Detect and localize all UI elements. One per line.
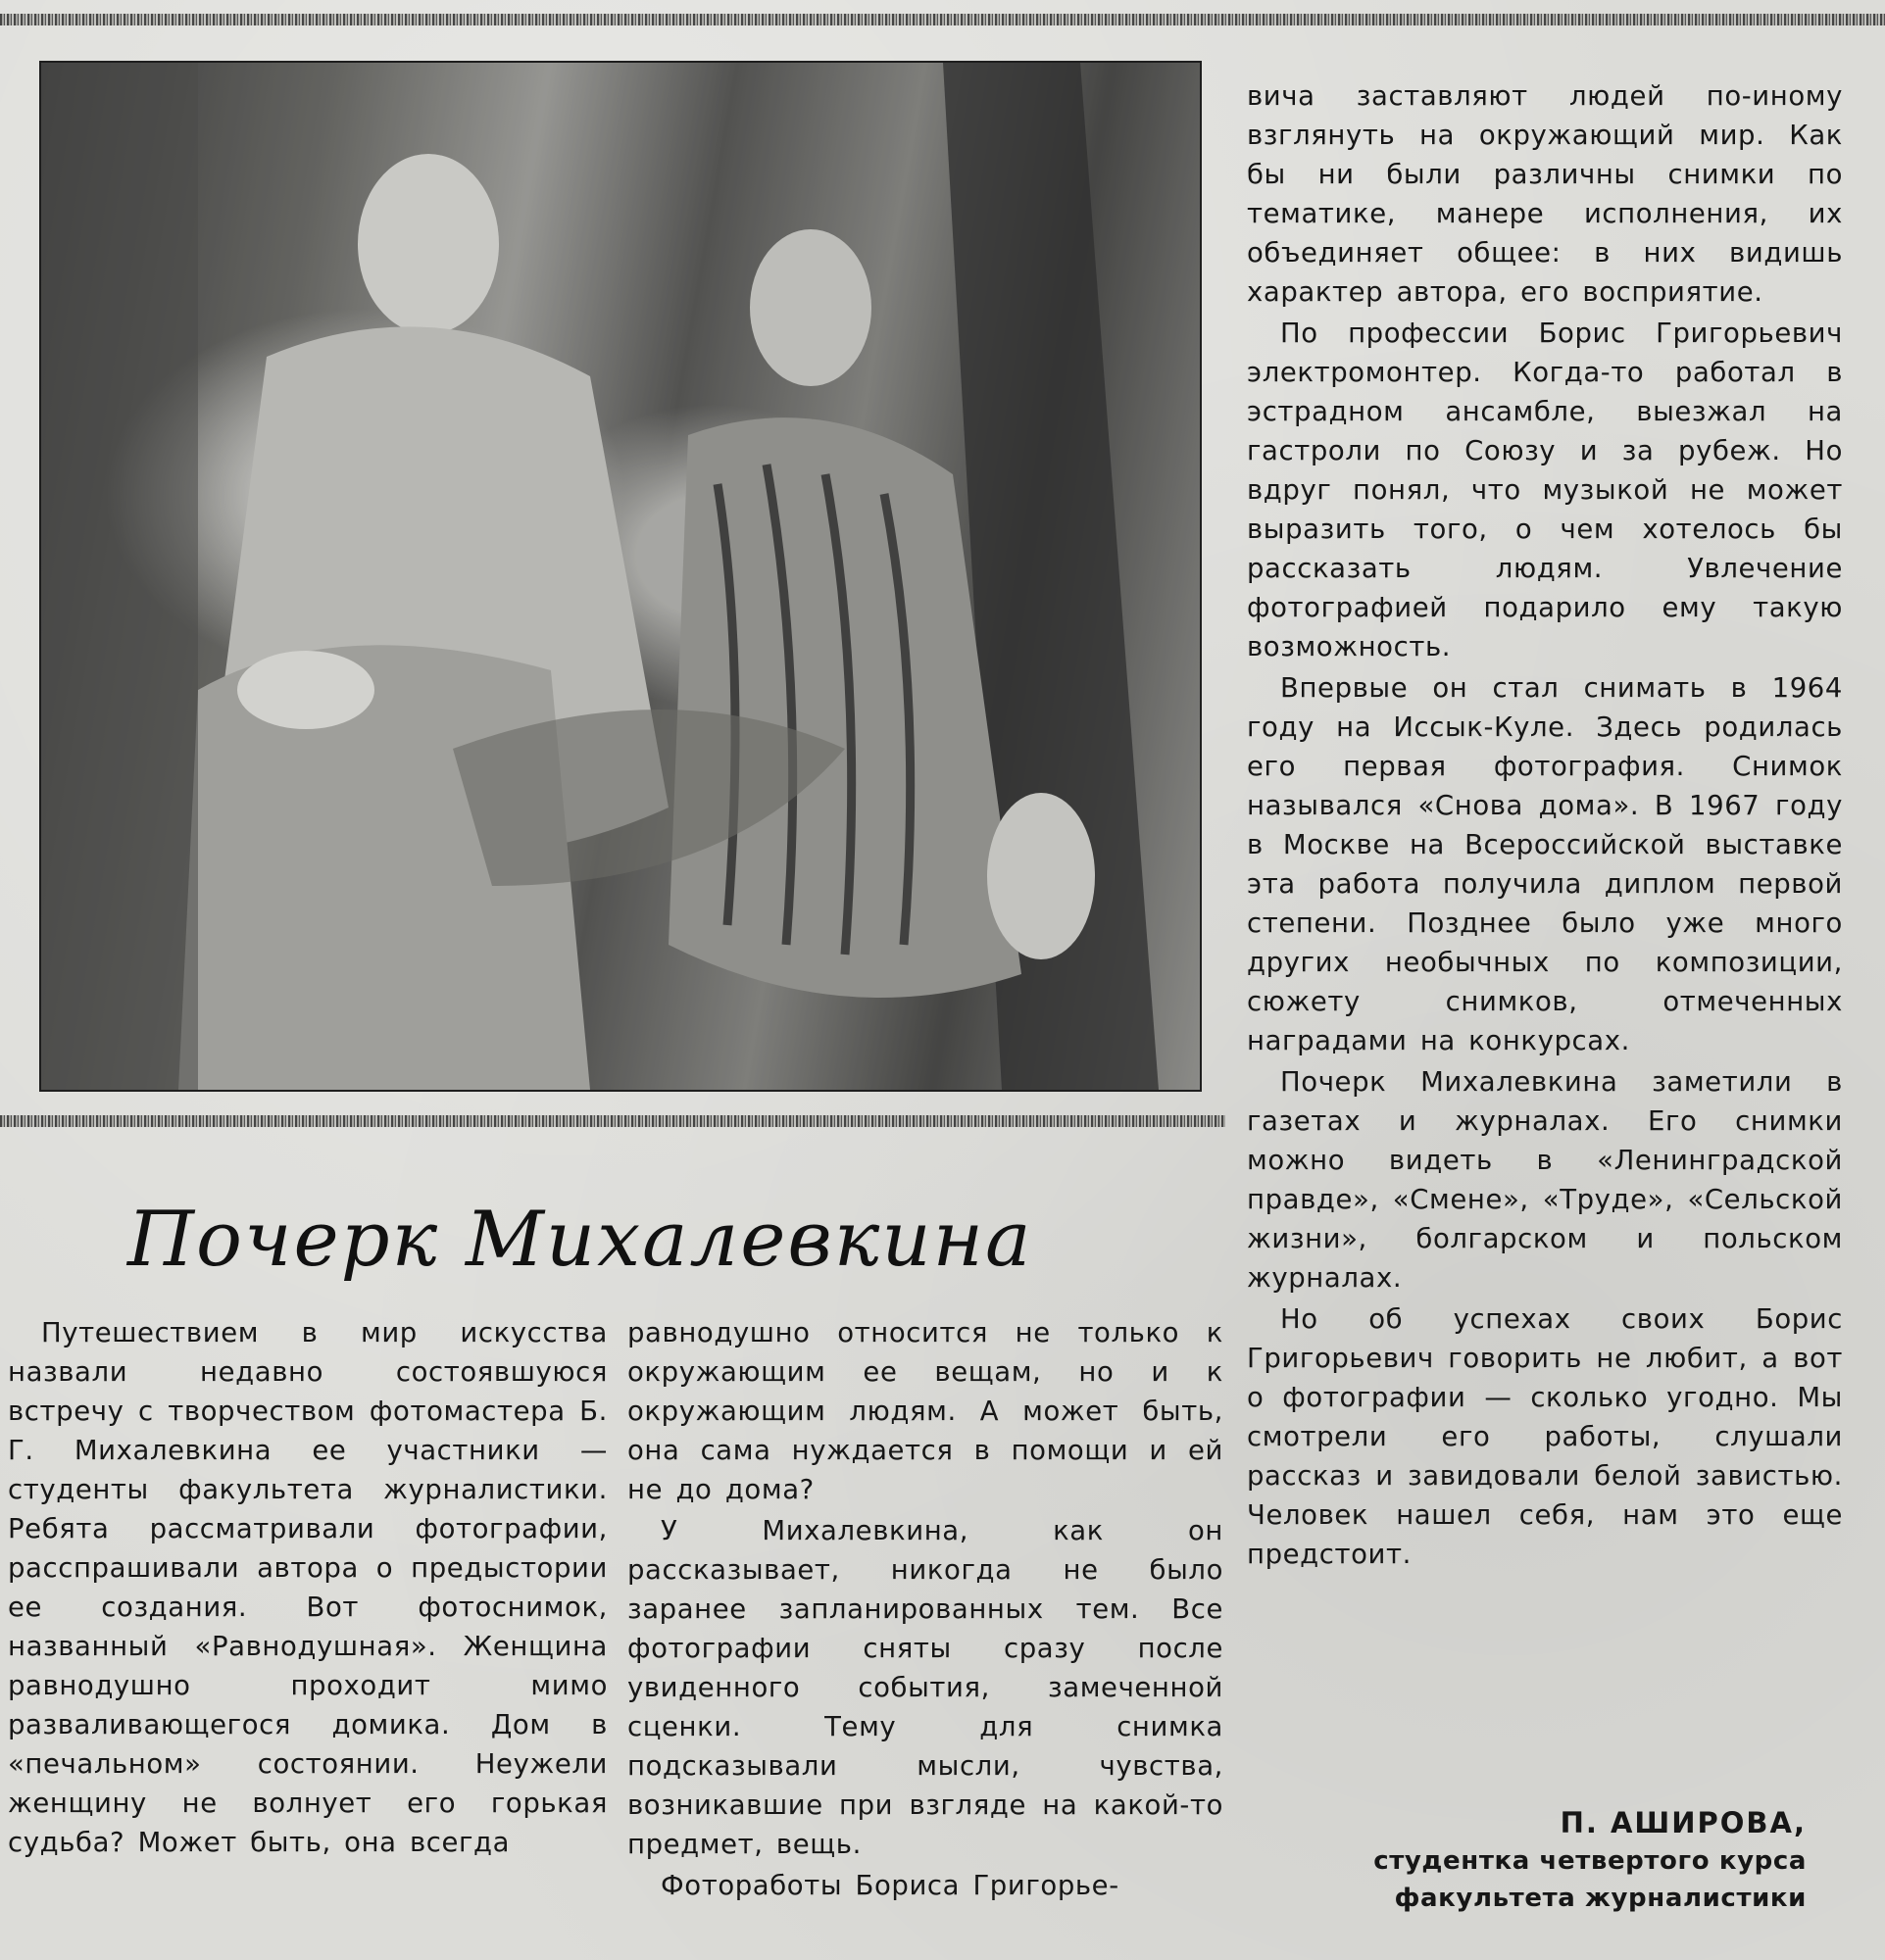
author-name: П. АШИРОВА, [1560,1806,1807,1839]
top-rule [0,14,1885,25]
middle-column-paragraph: Фотоработы Бориса Григорье- [661,1870,1119,1901]
middle-column-paragraph: равнодушно относится не только к окружающим ее вещам, но и к окружающим людям. А может быть, она сама нуждается в помощи и ей не до дома? [627,1317,1223,1505]
author-role: студентка четвертого курса [1373,1846,1807,1876]
left-column-paragraph: Путешествием в мир искусства назвали недавно состоявшуюся встречу с творчеством фотомастера Б. Г. Михалевкина ее участники — студенты факультета журналистики. Ребята рассматривали фотографии, расспрашивали автора о предыстории ее создания. Вот фотоснимок, названный «Равнодушная». Женщина равнодушно проходит мимо разваливающегося домика. Дом в «печальном» состоянии. Неужели женщину не волнует его горькая судьба? Может быть, она всегда [8,1317,608,1858]
page-title: Почерк Михалевкина [127,1196,1033,1284]
author-signature [1373,1803,1807,1917]
photo-bottom-rule [0,1115,1225,1127]
right-column-paragraph: вича заставляют людей по-иному взглянуть на окружающий мир. Как бы ни были различны снимки по тематике, манере исполнения, их объединяет общее: в них видишь характер автора, его восприятие. [1247,80,1843,308]
left-column [8,1313,608,1864]
photograph-two-women-icon [41,63,1200,1090]
middle-column-paragraph: У Михалевкина, как он рассказывает, никогда не было заранее запланированных тем. Все фотографии сняты сразу после увиденного события, замеченной сценки. Тему для снимка подсказывали мысли, чувства, возникавшие при взгляде на какой-то предмет, вещь. [627,1515,1223,1860]
right-column [1247,76,1843,1576]
right-column-paragraph: Почерк Михалевкина заметили в газетах и журналах. Его снимки можно видеть в «Ленинградской правде», «Смене», «Труде», «Сельской жизни», болгарском и польском журналах. [1247,1066,1843,1294]
right-column-paragraph: По профессии Борис Григорьевич электромонтер. Когда-то работал в эстрадном ансамбле, выезжал на гастроли по Союзу и за рубеж. Но вдруг понял, что музыкой не может выразить того, о чем хотелось бы рассказать людям. Увлечение фотографией подарило ему такую возможность. [1247,318,1843,662]
right-column-paragraph: Впервые он стал снимать в 1964 году на Иссык-Куле. Здесь родилась его первая фотография. Снимок назывался «Снова дома». В 1967 году в Москве на Всероссийской выставке эта работа получила диплом первой степени. Позднее было уже много других необычных по композиции, сюжету снимков, отмеченных наградами на конкурсах. [1247,672,1843,1056]
right-column-paragraph: Но об успехах своих Борис Григорьевич говорить не любит, а вот о фотографии — сколько угодно. Мы смотрели его работы, слушали рассказ и завидовали белой завистью. Человек нашел себя, нам это еще предстоит. [1247,1303,1843,1570]
article-photo [39,61,1202,1092]
middle-column [627,1313,1223,1907]
author-faculty: факультета журналистики [1394,1884,1807,1913]
